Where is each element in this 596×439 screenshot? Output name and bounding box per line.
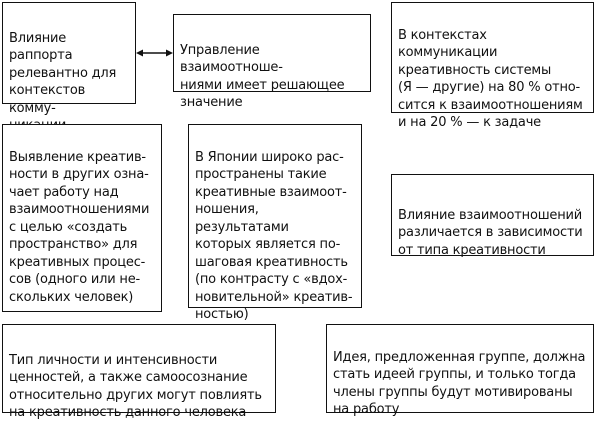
box-text: В контекстах коммуникации креативность системы (Я — другие) на 80 % отно- сится к взаимоотношениям и на 20 % — к задаче [398,27,583,130]
creativity-detection-box [2,124,162,312]
box-text: Влияние взаимоотношений различается в зависимости от типа креативности [398,207,583,258]
box-text: Идея, предложенная группе, должна стать идеей группы, и только тогда члены группы будут мотивированы на работу [333,349,586,417]
box-text: Тип личности и интенсивности ценностей, а также самоосознание относительно других могут повлиять на креативность данного человека [9,352,262,420]
relationship-influence-box [391,174,594,256]
system-creativity-box [391,2,594,130]
rapport-relevance-box [2,2,136,116]
double-arrow-connector [136,45,173,61]
relationship-management-box [173,14,371,110]
personality-type-box [2,324,276,420]
box-text: Управление взаимоотноше- ниями имеет решающее значение [180,42,345,110]
box-text: Влияние раппорта релевантно для контекстов комму- [9,30,117,116]
box-text: Выявление креатив- ности в других озна- чает работу над взаимоотношениями с целью «создать пространство» для креативных процес- сов (одного или не- скольких человек) [9,149,150,305]
group-idea-box [326,324,594,417]
japan-creativity-box [188,124,362,322]
box-text: В Японии широко рас- пространены такие креативные взаимоот- ношения, результатами которых является по- шаговая креативность (по контрасту с «вдох- новительной» креатив- ностью) [195,149,353,322]
